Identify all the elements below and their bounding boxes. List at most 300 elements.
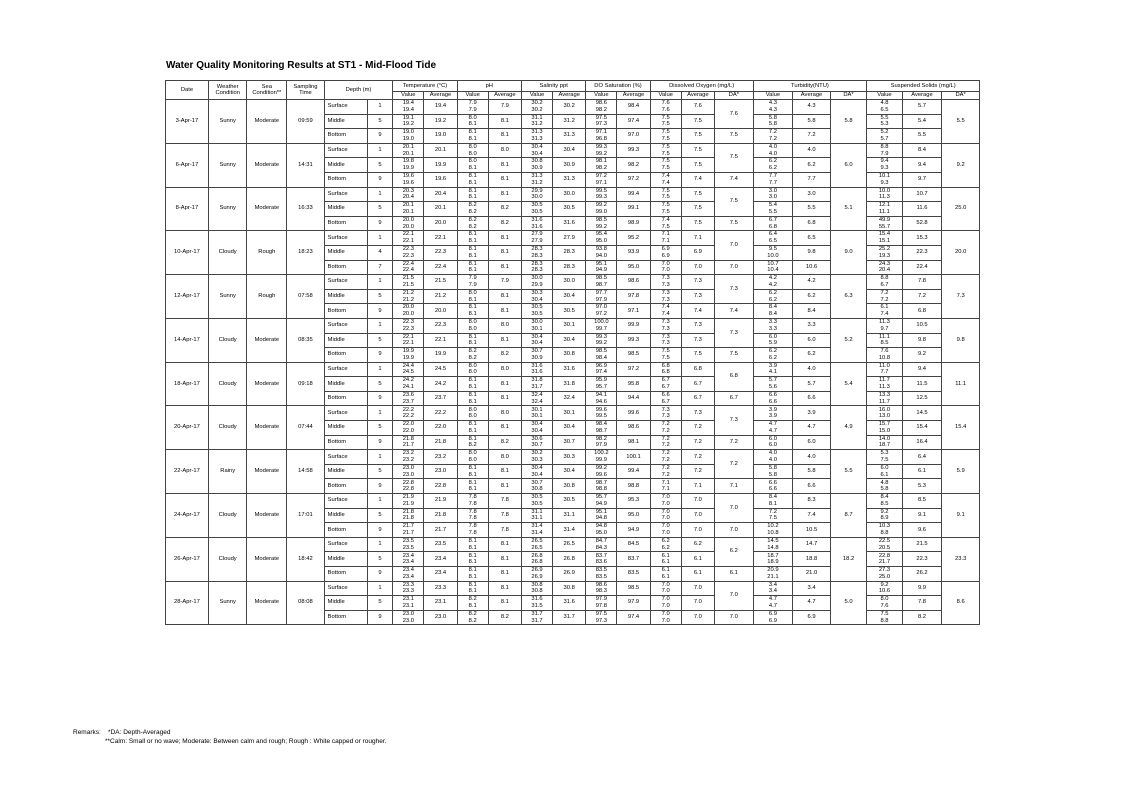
ph-average: 8.0 bbox=[488, 362, 521, 377]
ph-average: 8.1 bbox=[488, 377, 521, 392]
do-sat-values bbox=[586, 202, 617, 217]
ph-values bbox=[457, 304, 488, 319]
ss-average: 8.4 bbox=[902, 143, 942, 158]
ss-average: 22.3 bbox=[902, 552, 942, 567]
cell-line: 18.9 bbox=[767, 559, 779, 566]
do-sat-values bbox=[586, 318, 617, 333]
date-cell: 22-Apr-17 bbox=[166, 450, 209, 494]
turbidity-average: 6.5 bbox=[793, 231, 831, 246]
salinity-average: 31.6 bbox=[553, 216, 586, 231]
ss-average: 12.5 bbox=[902, 391, 942, 406]
layer-cell: Bottom bbox=[324, 129, 367, 144]
cell-line: 6.9 bbox=[661, 252, 670, 259]
temp-average: 21.8 bbox=[424, 435, 457, 450]
cell-line: 7.1 bbox=[661, 238, 670, 245]
cell-line: 6.2 bbox=[661, 537, 670, 544]
header-date: Date bbox=[166, 81, 209, 100]
layer-cell: Surface bbox=[324, 143, 367, 158]
do-average: 7.5 bbox=[681, 143, 714, 158]
ph-average: 7.8 bbox=[488, 508, 521, 523]
cell-line: 30.0 bbox=[531, 275, 543, 282]
time-cell: 09:18 bbox=[287, 362, 325, 406]
ss-values bbox=[867, 129, 902, 144]
cell-line: 30.5 bbox=[531, 500, 543, 507]
cell-line: 27.9 bbox=[531, 238, 543, 245]
depth-cell: 1 bbox=[367, 143, 393, 158]
turbidity-average: 6.0 bbox=[793, 333, 831, 348]
cell-line: 100.2 bbox=[594, 450, 609, 457]
salinity-values bbox=[521, 114, 552, 129]
cell-line: 7.5 bbox=[661, 165, 670, 172]
salinity-average: 30.4 bbox=[553, 289, 586, 304]
cell-line: 98.2 bbox=[595, 106, 607, 113]
do-sat-average: 98.5 bbox=[617, 348, 650, 363]
ss-average: 7.8 bbox=[902, 596, 942, 611]
cell-line: 23.0 bbox=[402, 464, 414, 471]
cell-line: 31.3 bbox=[531, 129, 543, 136]
turbidity-average: 6.9 bbox=[793, 610, 831, 625]
ss-average: 7.8 bbox=[902, 275, 942, 290]
cell-line: 22.2 bbox=[402, 406, 414, 413]
cell-line: 20.0 bbox=[402, 304, 414, 311]
temp-average: 22.3 bbox=[424, 245, 457, 260]
cell-line: 97.3 bbox=[595, 617, 607, 624]
cell-line: 6.8 bbox=[661, 362, 670, 369]
cell-line: 28.3 bbox=[531, 246, 543, 253]
do-sat-values bbox=[586, 304, 617, 319]
cell-line: 8.1 bbox=[468, 333, 477, 340]
ph-average: 8.0 bbox=[488, 318, 521, 333]
do-sat-values bbox=[586, 435, 617, 450]
layer-cell: Middle bbox=[324, 464, 367, 479]
do-values bbox=[650, 202, 681, 217]
ss-average: 6.8 bbox=[902, 304, 942, 319]
date-cell: 10-Apr-17 bbox=[166, 231, 209, 275]
cell-line: 95.7 bbox=[595, 494, 607, 501]
ss-values bbox=[867, 450, 902, 465]
cell-line: 5.8 bbox=[880, 486, 889, 493]
cell-line: 98.4 bbox=[595, 421, 607, 428]
turbidity-average: 4.2 bbox=[793, 275, 831, 290]
cell-line: 7.9 bbox=[880, 150, 889, 157]
do-average: 7.5 bbox=[681, 129, 714, 144]
ss-average: 5.5 bbox=[902, 129, 942, 144]
cell-line: 6.2 bbox=[768, 296, 777, 303]
do-average: 7.1 bbox=[681, 479, 714, 494]
ph-average: 8.1 bbox=[488, 129, 521, 144]
cell-line: 23.2 bbox=[402, 450, 414, 457]
cell-line: 7.0 bbox=[661, 260, 670, 267]
time-cell: 14:31 bbox=[287, 143, 325, 187]
cell-line: 98.3 bbox=[595, 588, 607, 595]
temp-average: 21.7 bbox=[424, 523, 457, 538]
cell-line: 4.0 bbox=[768, 457, 777, 464]
ph-average: 7.8 bbox=[488, 523, 521, 538]
turbidity-average: 7.2 bbox=[793, 129, 831, 144]
cell-line: 23.4 bbox=[402, 567, 414, 574]
ph-average: 8.1 bbox=[488, 172, 521, 187]
cell-line: 22.0 bbox=[402, 427, 414, 434]
cell-line: 97.4 bbox=[595, 369, 607, 376]
ph-values bbox=[457, 348, 488, 363]
depth-cell: 5 bbox=[367, 596, 393, 611]
cell-line: 11.3 bbox=[879, 384, 890, 391]
cell-line: 8.9 bbox=[880, 515, 889, 522]
cell-line: 14.5 bbox=[767, 537, 779, 544]
do-sat-average: 99.9 bbox=[617, 318, 650, 333]
cell-line: 20.0 bbox=[402, 223, 414, 230]
do-values bbox=[650, 114, 681, 129]
ph-average: 8.0 bbox=[488, 450, 521, 465]
table-row bbox=[166, 143, 980, 158]
ph-average: 8.1 bbox=[488, 245, 521, 260]
depth-cell: 5 bbox=[367, 464, 393, 479]
cell-line: 3.4 bbox=[768, 581, 777, 588]
cell-line: 9.3 bbox=[880, 165, 889, 172]
cell-line: 7.1 bbox=[661, 231, 670, 238]
cell-line: 23.4 bbox=[402, 573, 414, 580]
turbidity-da: 5.5 bbox=[830, 450, 866, 494]
ph-average: 8.2 bbox=[488, 202, 521, 217]
temp-average: 22.1 bbox=[424, 333, 457, 348]
cell-line: 8.2 bbox=[468, 348, 477, 355]
cell-line: 98.2 bbox=[595, 165, 607, 172]
cell-line: 7.5 bbox=[661, 348, 670, 355]
salinity-values bbox=[521, 406, 552, 421]
cell-line: 12.1 bbox=[878, 202, 891, 209]
turbidity-values bbox=[753, 348, 793, 363]
do-sat-values bbox=[586, 245, 617, 260]
do-sat-values bbox=[586, 231, 617, 246]
cell-line: 6.2 bbox=[768, 348, 777, 355]
turbidity-average: 7.7 bbox=[793, 172, 831, 187]
depth-cell: 4 bbox=[367, 245, 393, 260]
do-da: 7.5 bbox=[714, 187, 753, 216]
ss-values bbox=[867, 406, 902, 421]
salinity-average: 31.1 bbox=[553, 508, 586, 523]
do-average: 7.3 bbox=[681, 275, 714, 290]
cell-line: 14.0 bbox=[878, 435, 891, 442]
cell-line: 5.8 bbox=[768, 114, 777, 121]
cell-line: 13.3 bbox=[878, 391, 891, 398]
temp-values bbox=[393, 610, 424, 625]
ph-average: 8.1 bbox=[488, 187, 521, 202]
cell-line: 8.1 bbox=[468, 588, 477, 595]
header-value: Value bbox=[457, 92, 488, 100]
cell-line: 22.8 bbox=[402, 479, 414, 486]
cell-line: 8.1 bbox=[468, 135, 477, 142]
salinity-average: 31.7 bbox=[553, 610, 586, 625]
do-values bbox=[650, 158, 681, 173]
do-values bbox=[650, 333, 681, 348]
cell-line: 7.0 bbox=[661, 515, 670, 522]
cell-line: 3.4 bbox=[768, 588, 777, 595]
cell-line: 8.1 bbox=[468, 238, 477, 245]
cell-line: 7.2 bbox=[661, 450, 670, 457]
ss-average: 7.2 bbox=[902, 289, 942, 304]
do-values bbox=[650, 479, 681, 494]
header-param: pH bbox=[457, 81, 521, 92]
cell-line: 7.9 bbox=[468, 281, 477, 288]
temp-average: 20.0 bbox=[424, 216, 457, 231]
cell-line: 25.0 bbox=[878, 573, 891, 580]
turbidity-values bbox=[753, 333, 793, 348]
cell-line: 99.2 bbox=[595, 223, 607, 230]
do-sat-average: 98.1 bbox=[617, 435, 650, 450]
do-average: 7.0 bbox=[681, 260, 714, 275]
depth-cell: 1 bbox=[367, 275, 393, 290]
cell-line: 8.1 bbox=[468, 377, 477, 384]
cell-line: 99.2 bbox=[595, 202, 607, 209]
turbidity-average: 3.3 bbox=[793, 318, 831, 333]
cell-line: 9.5 bbox=[768, 246, 777, 253]
temp-average: 24.5 bbox=[424, 362, 457, 377]
date-cell: 18-Apr-17 bbox=[166, 362, 209, 406]
weather-cell: Sunny bbox=[208, 275, 247, 319]
cell-line: 100.0 bbox=[594, 319, 609, 325]
ph-average: 8.1 bbox=[488, 231, 521, 246]
cell-line: 22.1 bbox=[402, 238, 414, 245]
header-da: DA* bbox=[714, 92, 753, 100]
cell-line: Sampling bbox=[293, 83, 318, 90]
date-cell: 3-Apr-17 bbox=[166, 100, 209, 144]
ph-average: 8.1 bbox=[488, 421, 521, 436]
ss-values bbox=[867, 391, 902, 406]
cell-line: 10.2 bbox=[767, 523, 779, 530]
cell-line: 8.1 bbox=[468, 471, 477, 478]
cell-line: 8.0 bbox=[468, 413, 477, 420]
cell-line: 23.4 bbox=[402, 559, 414, 566]
cell-line: 30.3 bbox=[531, 289, 543, 296]
ss-values bbox=[867, 435, 902, 450]
do-average: 7.1 bbox=[681, 231, 714, 246]
do-sat-values bbox=[586, 391, 617, 406]
do-sat-average: 99.4 bbox=[617, 187, 650, 202]
cell-line: 24.4 bbox=[402, 362, 414, 369]
temp-average: 19.6 bbox=[424, 172, 457, 187]
cell-line: 7.5 bbox=[661, 194, 670, 201]
cell-line: 6.1 bbox=[880, 471, 889, 478]
do-sat-average: 97.4 bbox=[617, 610, 650, 625]
salinity-values bbox=[521, 304, 552, 319]
cell-line: 10.4 bbox=[767, 267, 779, 274]
do-da: 6.8 bbox=[714, 362, 753, 391]
cell-line: 27.3 bbox=[878, 567, 891, 574]
cell-line: 8.1 bbox=[468, 464, 477, 471]
cell-line: 21.7 bbox=[402, 442, 414, 449]
do-sat-values bbox=[586, 479, 617, 494]
do-da: 7.0 bbox=[714, 494, 753, 523]
ss-da: 9.2 bbox=[942, 143, 980, 187]
header-weather bbox=[208, 81, 247, 100]
cell-line: 7.8 bbox=[468, 494, 477, 501]
temp-average: 22.3 bbox=[424, 318, 457, 333]
cell-line: 15.0 bbox=[878, 427, 891, 434]
ph-values bbox=[457, 479, 488, 494]
cell-line: 21.2 bbox=[402, 289, 414, 296]
ss-average: 9.6 bbox=[902, 523, 942, 538]
ss-average: 6.1 bbox=[902, 464, 942, 479]
date-cell: 6-Apr-17 bbox=[166, 143, 209, 187]
temp-values bbox=[393, 348, 424, 363]
cell-line: 84.7 bbox=[595, 537, 607, 544]
turbidity-average: 4.3 bbox=[793, 100, 831, 115]
turbidity-da: 4.9 bbox=[830, 406, 866, 450]
table-row bbox=[166, 100, 980, 115]
header-param: Temperature (°C) bbox=[393, 81, 457, 92]
cell-line: 5.8 bbox=[768, 464, 777, 471]
ph-values bbox=[457, 289, 488, 304]
cell-line: 19.9 bbox=[402, 165, 414, 172]
cell-line: 6.1 bbox=[661, 573, 670, 580]
salinity-values bbox=[521, 245, 552, 260]
do-sat-values bbox=[586, 508, 617, 523]
do-average: 6.7 bbox=[681, 391, 714, 406]
cell-line: 30.5 bbox=[531, 494, 543, 501]
cell-line: 30.6 bbox=[531, 435, 543, 442]
cell-line: 22.2 bbox=[402, 413, 414, 420]
cell-line: Condition bbox=[215, 90, 240, 96]
cell-line: 7.0 bbox=[661, 523, 670, 530]
header-da: DA* bbox=[942, 92, 980, 100]
cell-line: 4.2 bbox=[768, 275, 777, 282]
cell-line: 8.0 bbox=[468, 450, 477, 457]
cell-line: 94.9 bbox=[595, 267, 607, 274]
cell-line: 19.6 bbox=[402, 173, 414, 180]
header-value: Value bbox=[650, 92, 681, 100]
do-average: 7.5 bbox=[681, 187, 714, 202]
do-sat-average: 95.8 bbox=[617, 377, 650, 392]
do-values bbox=[650, 143, 681, 158]
do-sat-average: 99.6 bbox=[617, 406, 650, 421]
do-average: 7.2 bbox=[681, 435, 714, 450]
cell-line: 20.5 bbox=[878, 544, 891, 551]
time-cell: 17:01 bbox=[287, 494, 325, 538]
cell-line: 26.9 bbox=[531, 573, 543, 580]
do-sat-average: 95.2 bbox=[617, 231, 650, 246]
cell-line: 8.2 bbox=[468, 617, 477, 624]
temp-values bbox=[393, 362, 424, 377]
ph-values bbox=[457, 406, 488, 421]
ss-average: 15.4 bbox=[902, 421, 942, 436]
ph-values bbox=[457, 537, 488, 552]
cell-line: 7.5 bbox=[661, 158, 670, 165]
salinity-average: 31.3 bbox=[553, 172, 586, 187]
do-sat-values bbox=[586, 581, 617, 596]
do-sat-values bbox=[586, 289, 617, 304]
ph-values bbox=[457, 114, 488, 129]
cell-line: 7.3 bbox=[661, 275, 670, 282]
cell-line: 6.0 bbox=[768, 333, 777, 340]
cell-line: 7.0 bbox=[661, 602, 670, 609]
temp-average: 21.8 bbox=[424, 508, 457, 523]
cell-line: 8.1 bbox=[468, 296, 477, 303]
cell-line: 30.8 bbox=[531, 486, 543, 493]
remarks-da-note: *DA: Depth-Averaged bbox=[108, 729, 171, 736]
temp-values bbox=[393, 100, 424, 115]
cell-line: 21.5 bbox=[402, 275, 414, 282]
depth-cell: 1 bbox=[367, 187, 393, 202]
cell-line: 6.7 bbox=[880, 281, 889, 288]
ss-average: 14.5 bbox=[902, 406, 942, 421]
do-da: 7.3 bbox=[714, 406, 753, 435]
cell-line: 25.2 bbox=[878, 246, 891, 253]
cell-line: 32.4 bbox=[531, 398, 543, 405]
cell-line: 7.8 bbox=[468, 500, 477, 507]
temp-average: 22.1 bbox=[424, 231, 457, 246]
cell-line: 31.1 bbox=[531, 114, 543, 121]
cell-line: 7.0 bbox=[661, 500, 670, 507]
cell-line: 97.1 bbox=[595, 129, 607, 136]
cell-line: 20.1 bbox=[402, 208, 414, 215]
temp-average: 21.9 bbox=[424, 494, 457, 509]
temp-values bbox=[393, 143, 424, 158]
do-sat-average: 93.9 bbox=[617, 245, 650, 260]
cell-line: 28.3 bbox=[531, 267, 543, 274]
ss-average: 10.7 bbox=[902, 187, 942, 202]
turbidity-values bbox=[753, 202, 793, 217]
cell-line: 30.4 bbox=[531, 143, 543, 150]
cell-line: 6.9 bbox=[768, 610, 777, 617]
cell-line: 10.8 bbox=[767, 530, 779, 537]
do-sat-values bbox=[586, 333, 617, 348]
cell-line: 8.1 bbox=[468, 260, 477, 267]
ph-values bbox=[457, 610, 488, 625]
temp-values bbox=[393, 567, 424, 582]
cell-line: 8.0 bbox=[468, 150, 477, 157]
cell-line: 7.5 bbox=[880, 610, 889, 617]
salinity-average: 32.4 bbox=[553, 391, 586, 406]
cell-line: 27.9 bbox=[531, 231, 543, 238]
remarks bbox=[73, 728, 386, 746]
ss-values bbox=[867, 275, 902, 290]
do-sat-average: 97.1 bbox=[617, 304, 650, 319]
turbidity-values bbox=[753, 318, 793, 333]
ss-values bbox=[867, 362, 902, 377]
ss-average: 9.4 bbox=[902, 362, 942, 377]
do-da-bottom: 7.1 bbox=[714, 479, 753, 494]
do-values bbox=[650, 494, 681, 509]
cell-line: 5.7 bbox=[768, 377, 777, 384]
temp-values bbox=[393, 187, 424, 202]
cell-line: 29.9 bbox=[531, 187, 543, 194]
do-average: 7.0 bbox=[681, 523, 714, 538]
weather-cell: Cloudy bbox=[208, 537, 247, 581]
cell-line: Time bbox=[299, 90, 312, 96]
salinity-average: 30.0 bbox=[553, 275, 586, 290]
cell-line: 8.1 bbox=[468, 194, 477, 201]
temp-average: 23.1 bbox=[424, 596, 457, 611]
salinity-values bbox=[521, 435, 552, 450]
depth-cell: 9 bbox=[367, 172, 393, 187]
cell-line: 7.2 bbox=[661, 421, 670, 428]
cell-line: 6.7 bbox=[768, 216, 777, 223]
do-da: 7.5 bbox=[714, 143, 753, 172]
cell-line: 6.2 bbox=[768, 354, 777, 361]
cell-line: 8.1 bbox=[468, 173, 477, 180]
do-sat-average: 97.2 bbox=[617, 172, 650, 187]
cell-line: 8.2 bbox=[468, 442, 477, 449]
ss-average: 5.7 bbox=[902, 100, 942, 115]
cell-line: 94.6 bbox=[595, 398, 607, 405]
turbidity-da: 6.0 bbox=[830, 143, 866, 187]
cell-line: 7.5 bbox=[661, 129, 670, 136]
cell-line: 7.9 bbox=[468, 106, 477, 113]
ss-da: 20.0 bbox=[942, 231, 980, 275]
cell-line: 20.0 bbox=[402, 311, 414, 318]
ss-da: 11.1 bbox=[942, 362, 980, 406]
cell-line: 4.3 bbox=[768, 106, 777, 113]
